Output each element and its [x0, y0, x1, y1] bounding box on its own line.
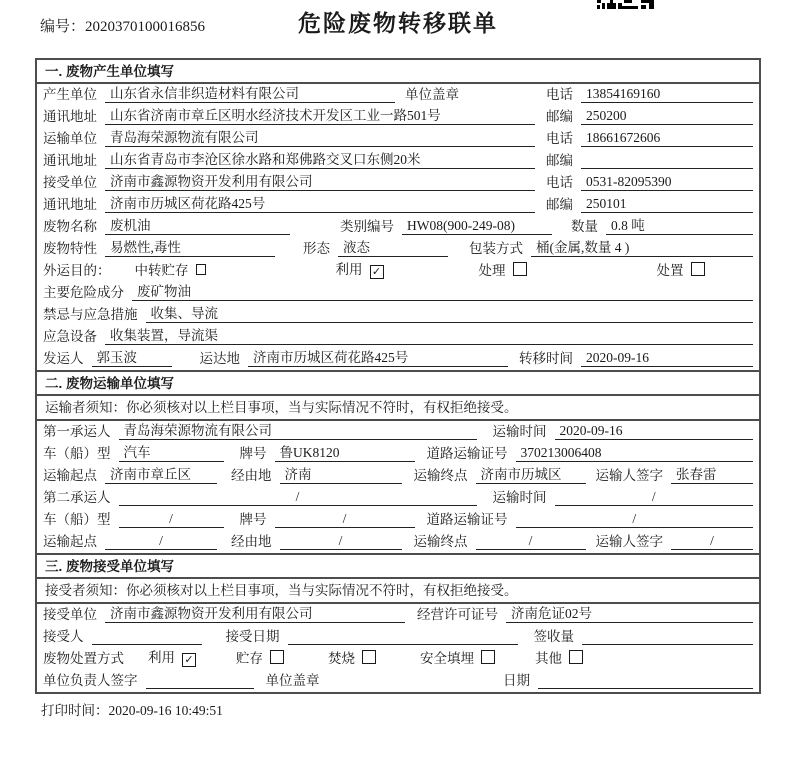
category-value: HW08(900-249-08) [402, 217, 552, 235]
transfer-time-label: 转移时间 [519, 351, 573, 366]
transfer-time-value: 2020-09-16 [581, 349, 753, 367]
date-label: 日期 [503, 673, 530, 688]
receiver-zip-value: 250101 [581, 195, 753, 213]
shipper-value: 郭玉波 [92, 349, 172, 367]
disposal-option-incinerate [328, 647, 376, 667]
license-label: 经营许可证号 [417, 607, 498, 622]
responsible-label: 单位负责人签字 [43, 673, 138, 688]
equipment-row [37, 326, 759, 348]
waste-name-value: 废机油 [105, 217, 290, 235]
producer-address-label: 通讯地址 [43, 109, 97, 124]
characteristics-label: 废物特性 [43, 241, 97, 256]
destination-label: 运达地 [199, 351, 240, 366]
receiver-address-value: 济南市历城区荷花路425号 [105, 195, 535, 213]
carrier1-plate-label: 牌号 [239, 446, 267, 461]
acceptor-row [37, 626, 759, 648]
carrier1-vehicle-value: 汽车 [119, 444, 224, 462]
transporter-phone-value: 18661672606 [581, 129, 753, 147]
unit-seal-label-2: 单位盖章 [265, 673, 320, 688]
packaging-label: 包装方式 [469, 241, 523, 256]
carrier1-origin-label: 运输起点 [43, 468, 97, 483]
carrier2-permit-label: 道路运输证号 [426, 512, 508, 527]
purpose-option-label: 处理 [478, 263, 506, 278]
responsible-value [146, 672, 254, 689]
checkbox-icon [481, 650, 495, 664]
carrier2-vehicle-label: 车（船）型 [43, 512, 111, 527]
checkbox-icon [196, 264, 206, 275]
carrier2-name-row [37, 487, 759, 509]
emergency-value: 收集、导流 [146, 305, 754, 323]
purpose-option-label: 利用 [335, 262, 363, 277]
carrier1-via-label: 经由地 [231, 468, 272, 483]
checkbox-icon [691, 262, 705, 276]
equipment-label: 应急设备 [43, 329, 97, 344]
shipper-row [37, 348, 759, 370]
purpose-option-recycle [336, 258, 384, 279]
producer-zip-label: 邮编 [546, 109, 573, 124]
producer-label: 产生单位 [43, 87, 97, 102]
receiver-notice: 接受者须知：你必须核对以上栏目事项，当与实际情况不符时，有权拒绝接受。 [37, 579, 759, 604]
received-qty-value [582, 628, 753, 645]
accept-date-value [288, 628, 518, 645]
checkbox-icon [569, 650, 583, 664]
shipper-label: 发运人 [43, 351, 84, 366]
section-1-heading: 一. 废物产生单位填写 [37, 60, 759, 84]
waste-characteristics-row [37, 238, 759, 260]
carrier1-signature-label: 运输人签字 [595, 468, 663, 483]
receiver-row [37, 172, 759, 194]
receiver-label: 接受单位 [43, 175, 97, 190]
serial-value: 2020370100016856 [85, 19, 206, 35]
carrier2-signature-value: / [671, 532, 753, 550]
checkbox-icon: ✓ [182, 653, 196, 667]
characteristics-value: 易燃性,毒性 [105, 239, 275, 257]
producer-zip-value: 250200 [581, 107, 753, 125]
transporter-row [37, 128, 759, 150]
transporter-address-row [37, 150, 759, 172]
disposal-option-label: 利用 [148, 650, 175, 665]
transporter-zip-value [581, 152, 753, 169]
document-header [0, 0, 796, 58]
purpose-option-label: 处置 [656, 263, 684, 278]
disposal-option-other [535, 647, 583, 667]
carrier1-time-value: 2020-09-16 [555, 422, 754, 440]
carrier1-time-label: 运输时间 [492, 424, 547, 439]
carrier1-terminus-label: 运输终点 [413, 468, 468, 483]
carrier2-plate-value: / [275, 510, 415, 528]
manifest-form [35, 58, 761, 694]
carrier1-route-row [37, 465, 759, 487]
checkbox-icon: ✓ [370, 265, 384, 279]
transporter-label: 运输单位 [43, 131, 97, 146]
carrier1-name-label: 第一承运人 [43, 424, 111, 439]
carrier1-terminus-value: 济南市历城区 [476, 466, 586, 484]
carrier2-origin-label: 运输起点 [43, 534, 97, 549]
producer-row [37, 84, 759, 106]
carrier2-origin-value: / [105, 532, 217, 550]
packaging-value: 桶(金属,数量 4 ) [531, 239, 753, 257]
acceptor-value [92, 628, 202, 645]
receiver-value: 济南市鑫源物资开发利用有限公司 [105, 173, 535, 191]
carrier1-via-value: 济南 [280, 466, 402, 484]
form-title: 危险废物转移联单 [298, 10, 498, 36]
purpose-label: 外运目的： [43, 263, 111, 278]
emergency-label: 禁忌与应急措施 [43, 307, 138, 322]
hazard-row [37, 282, 759, 304]
disposal-option-storage [236, 647, 284, 667]
carrier2-permit-value: / [516, 510, 754, 528]
receiver-address-label: 通讯地址 [43, 197, 97, 212]
section-2-heading: 二. 废物运输单位填写 [37, 370, 759, 396]
checkbox-icon [362, 650, 376, 664]
emergency-row [37, 304, 759, 326]
print-time [41, 699, 796, 719]
hazard-value: 废矿物油 [132, 283, 753, 301]
disposal-option-label: 安全填埋 [420, 651, 474, 666]
carrier1-plate-value: 鲁UK8120 [275, 444, 415, 462]
producer-phone-value: 13854169160 [581, 85, 753, 103]
phys-form-label: 形态 [303, 241, 330, 256]
producer-phone-label: 电话 [546, 87, 573, 102]
carrier1-permit-label: 道路运输证号 [426, 446, 508, 461]
quantity-value: 0.8 吨 [606, 217, 753, 235]
purpose-option-dispose [657, 259, 705, 279]
acceptor-label: 接受人 [43, 629, 84, 644]
accept-unit-row [37, 604, 759, 626]
checkbox-icon [513, 262, 527, 276]
carrier1-name-row [37, 421, 759, 443]
carrier1-vehicle-label: 车（船）型 [43, 446, 111, 461]
phys-form-value: 液态 [338, 239, 448, 257]
purpose-option-label: 中转贮存 [134, 263, 189, 278]
accept-date-label: 接受日期 [225, 629, 280, 644]
transporter-phone-label: 电话 [546, 131, 573, 146]
qr-code-icon [597, 0, 654, 9]
carrier2-via-label: 经由地 [231, 534, 272, 549]
transporter-address-label: 通讯地址 [43, 153, 97, 168]
receiver-phone-label: 电话 [546, 175, 573, 190]
receiver-phone-value: 0531-82095390 [581, 173, 753, 191]
hazard-label: 主要危险成分 [43, 285, 124, 300]
transporter-notice: 运输者须知：你必须核对以上栏目事项，当与实际情况不符时，有权拒绝接受。 [37, 396, 759, 421]
carrier1-signature-value: 张春雷 [671, 466, 753, 484]
destination-value: 济南市历城区荷花路425号 [248, 349, 508, 367]
carrier2-route-row [37, 531, 759, 553]
disposal-option-label: 贮存 [236, 651, 263, 666]
carrier2-terminus-label: 运输终点 [413, 534, 468, 549]
print-time-label: 打印时间： [41, 703, 109, 718]
received-qty-label: 签收量 [533, 629, 574, 644]
equipment-value: 收集装置，导流渠 [105, 327, 753, 345]
carrier1-permit-value: 370213006408 [516, 444, 754, 462]
carrier2-terminus-value: / [476, 532, 586, 550]
waste-name-row [37, 216, 759, 238]
carrier1-vehicle-row [37, 443, 759, 465]
carrier2-name-label: 第二承运人 [43, 490, 111, 505]
waste-name-label: 废物名称 [43, 219, 97, 234]
carrier2-time-label: 运输时间 [492, 490, 547, 505]
unit-seal-label: 单位盖章 [405, 87, 459, 102]
section-3-heading: 三. 废物接受单位填写 [37, 553, 759, 579]
carrier2-vehicle-row [37, 509, 759, 531]
category-label: 类别编号 [340, 219, 394, 234]
accept-unit-value: 济南市鑫源物资开发利用有限公司 [105, 605, 405, 623]
receiver-zip-label: 邮编 [546, 197, 573, 212]
checkbox-icon [270, 650, 284, 664]
disposal-option-label: 其他 [535, 651, 562, 666]
carrier2-time-value: / [555, 488, 754, 506]
purpose-row [37, 260, 759, 282]
carrier2-via-value: / [280, 532, 402, 550]
carrier1-origin-value: 济南市章丘区 [105, 466, 217, 484]
transporter-zip-label: 邮编 [546, 153, 573, 168]
disposal-label: 废物处置方式 [43, 651, 124, 666]
license-value: 济南危证02号 [506, 605, 753, 623]
disposal-option-label: 焚烧 [328, 651, 355, 666]
transporter-address-value: 山东省青岛市李沧区徐水路和郑佛路交叉口东侧20米 [105, 151, 535, 169]
quantity-label: 数量 [571, 219, 598, 234]
print-time-value: 2020-09-16 10:49:51 [108, 703, 223, 718]
carrier2-signature-label: 运输人签字 [595, 534, 663, 549]
purpose-option-treat [479, 259, 527, 279]
date-value [538, 672, 753, 689]
transporter-value: 青岛海荣源物流有限公司 [105, 129, 535, 147]
accept-unit-label: 接受单位 [43, 607, 97, 622]
carrier2-vehicle-value: / [119, 510, 224, 528]
serial-label: 编号： [40, 19, 86, 35]
carrier2-name-value: / [119, 488, 477, 506]
disposal-row [37, 648, 759, 670]
purpose-option-transfer-storage [135, 259, 206, 279]
producer-value: 山东省永信非织造材料有限公司 [105, 85, 395, 103]
responsible-row [37, 670, 759, 692]
disposal-option-landfill [420, 647, 495, 667]
receiver-address-row [37, 194, 759, 216]
disposal-option-recycle [148, 646, 196, 667]
producer-address-value: 山东省济南市章丘区明水经济技术开发区工业一路501号 [105, 107, 535, 125]
producer-address-row [37, 106, 759, 128]
carrier1-name-value: 青岛海荣源物流有限公司 [119, 422, 477, 440]
carrier2-plate-label: 牌号 [239, 512, 267, 527]
